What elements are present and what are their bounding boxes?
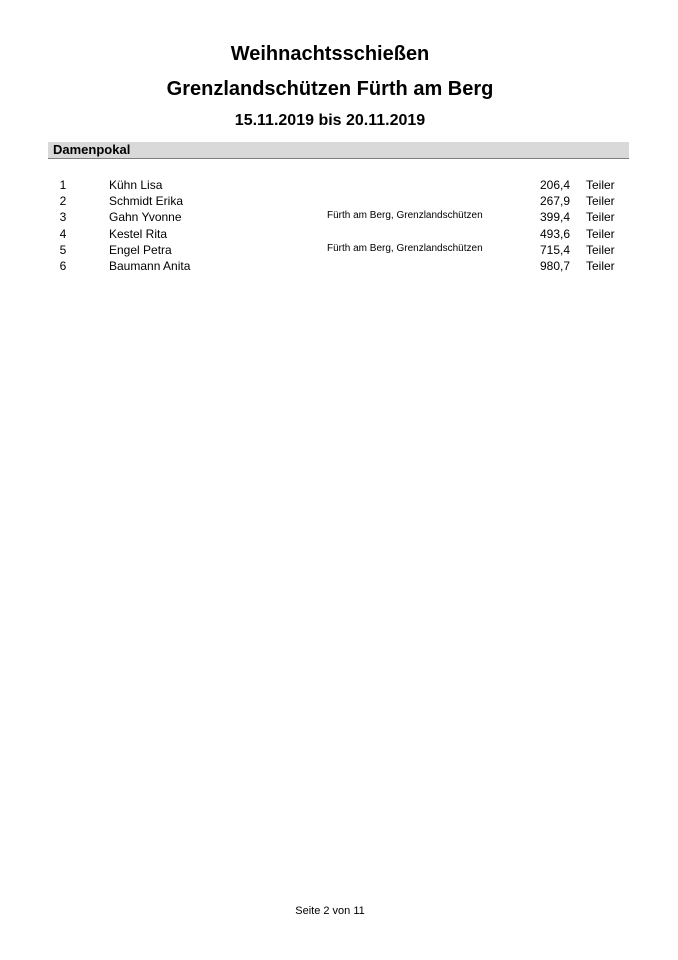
document-title: Weihnachtsschießen: [230, 43, 430, 65]
result-rank: 1: [59, 178, 67, 192]
result-name: Gahn Yvonne: [109, 210, 182, 225]
result-value: 493,6: [539, 226, 570, 241]
result-rank: 5: [59, 242, 67, 257]
section-title: Damenpokal: [53, 142, 131, 157]
date-range: 15.11.2019 bis 20.11.2019: [234, 112, 426, 129]
result-name: Schmidt Erika: [109, 194, 184, 209]
result-unit: Teiler: [586, 194, 615, 209]
page-number: Seite 2 von 11: [295, 905, 365, 917]
result-unit: Teiler: [586, 242, 615, 257]
result-name: Baumann Anita: [109, 258, 191, 273]
section-header: [48, 142, 629, 159]
result-row: [0, 258, 678, 274]
result-unit: Teiler: [586, 258, 615, 273]
results-list: [0, 177, 678, 274]
result-name: Engel Petra: [109, 242, 172, 257]
result-value: 980,7: [539, 258, 570, 273]
result-club: Fürth am Berg, Grenzlandschützen: [327, 210, 483, 222]
club-name: Grenzlandschützen Fürth am Berg: [166, 78, 494, 100]
result-unit: Teiler: [586, 178, 615, 192]
result-unit: Teiler: [586, 226, 615, 241]
result-club: Fürth am Berg, Grenzlandschützen: [327, 242, 483, 254]
result-value: 267,9: [539, 194, 570, 209]
result-row: [0, 209, 678, 225]
result-rank: 2: [59, 194, 67, 209]
result-name: Kestel Rita: [109, 226, 168, 241]
result-name: Kühn Lisa: [109, 178, 163, 192]
result-rank: 6: [59, 258, 67, 273]
result-row: [0, 193, 678, 209]
result-value: 399,4: [539, 210, 570, 225]
result-row: [0, 242, 678, 258]
result-value: 206,4: [539, 178, 570, 192]
result-rank: 4: [59, 226, 67, 241]
result-value: 715,4: [539, 242, 570, 257]
result-rank: 3: [59, 210, 67, 225]
result-row: [0, 226, 678, 242]
result-unit: Teiler: [586, 210, 615, 225]
result-row: [0, 177, 678, 193]
